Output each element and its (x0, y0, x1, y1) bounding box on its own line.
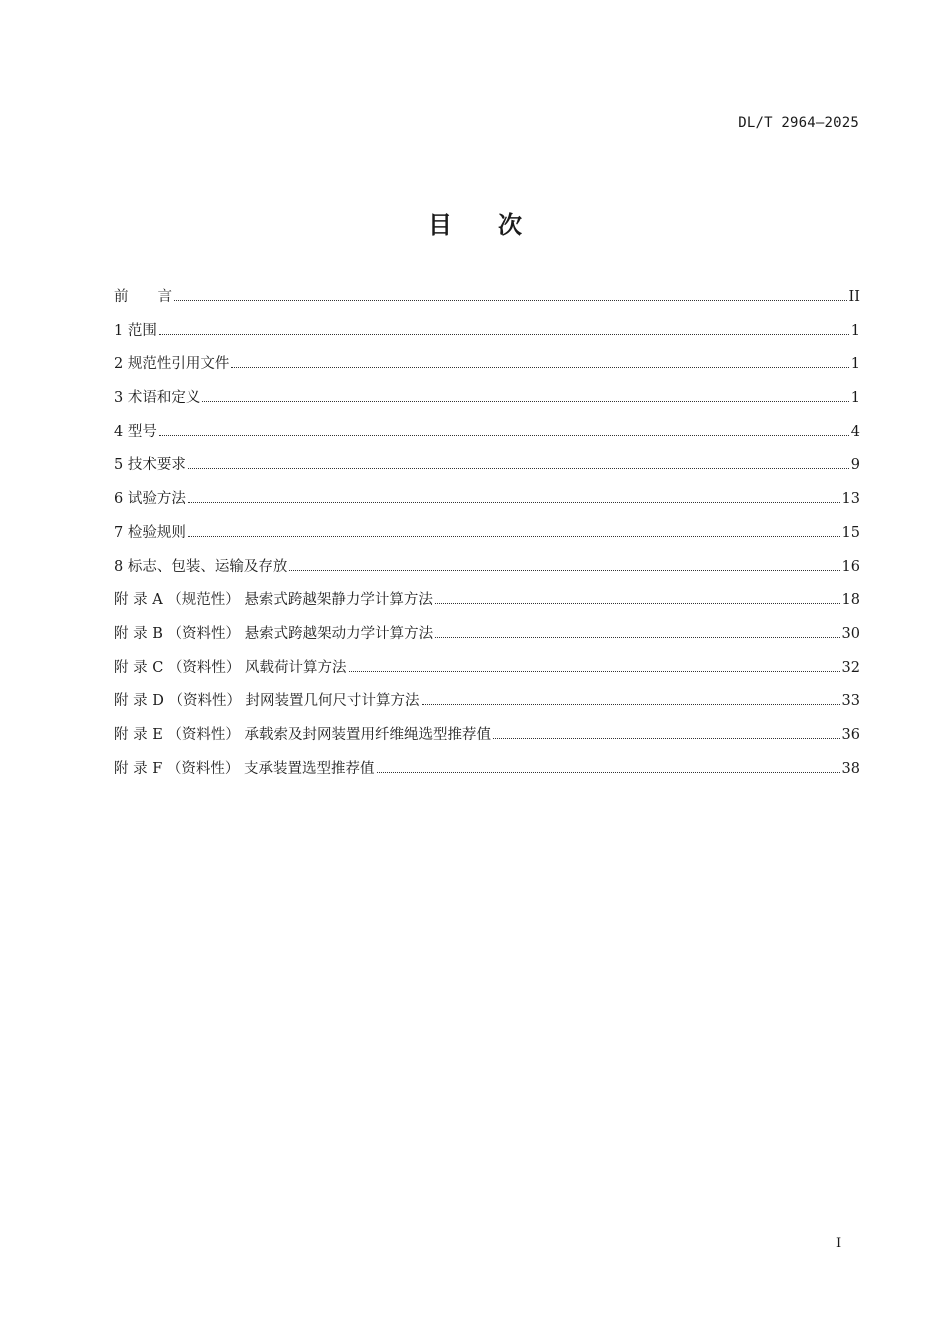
toc-entry-foreword[interactable] (114, 284, 860, 318)
toc-leader-dots (188, 502, 840, 503)
toc-entry-page: II (848, 289, 860, 305)
toc-entry-3[interactable] (114, 385, 860, 419)
toc-leader-dots (493, 738, 840, 739)
toc-entry-appendix-e[interactable] (114, 722, 860, 756)
toc-leader-dots (377, 772, 840, 773)
toc-entry-page: 33 (841, 693, 860, 710)
toc-entry-appendix-f[interactable] (114, 756, 860, 790)
toc-entry-label: 1 范围 (114, 322, 157, 339)
toc-entry-page: 18 (841, 592, 860, 609)
toc-entry-4[interactable] (114, 419, 860, 453)
toc-entry-appendix-d[interactable] (114, 688, 860, 722)
toc-entry-page: 1 (850, 356, 860, 373)
toc-leader-dots (159, 435, 849, 436)
toc-leader-dots (349, 671, 840, 672)
toc-entry-page: 36 (841, 726, 860, 743)
toc-entry-label: 附 录 A （规范性） 悬索式跨越架静力学计算方法 (114, 592, 433, 609)
toc-entry-8[interactable] (114, 554, 860, 588)
toc-leader-dots (231, 367, 848, 368)
toc-leader-dots (435, 603, 840, 604)
toc-entry-appendix-a[interactable] (114, 587, 860, 621)
toc-entry-label: 附 录 B （资料性） 悬索式跨越架动力学计算方法 (114, 625, 434, 642)
toc-leader-dots (188, 536, 840, 537)
title-char-1: 目 (428, 211, 452, 239)
toc-entry-page: 15 (841, 524, 860, 541)
toc-entry-6[interactable] (114, 486, 860, 520)
toc-entry-label: 6 试验方法 (114, 491, 186, 508)
title-char-2: 次 (498, 211, 522, 239)
toc-entry-1[interactable] (114, 318, 860, 352)
toc-entry-7[interactable] (114, 520, 860, 554)
toc-entry-label: 附 录 E （资料性） 承载索及封网装置用纤维绳选型推荐值 (114, 726, 492, 743)
toc-leader-dots (188, 468, 849, 469)
toc-leader-dots (202, 401, 848, 402)
toc-entry-label: 8 标志、包装、运输及存放 (114, 558, 288, 575)
toc-entry-page: 13 (841, 491, 860, 508)
toc-entry-label: 2 规范性引用文件 (114, 356, 230, 373)
toc-entry-appendix-c[interactable] (114, 655, 860, 689)
toc-entry-label: 附 录 C （资料性） 风载荷计算方法 (114, 659, 347, 676)
toc-entry-page: 38 (841, 760, 860, 777)
page-number: I (836, 1236, 842, 1251)
toc-entry-page: 30 (841, 625, 860, 642)
toc-leader-dots (435, 637, 839, 638)
toc-entry-page: 1 (850, 322, 860, 339)
toc-leader-dots (159, 334, 849, 335)
toc-leader-dots (174, 300, 847, 301)
toc-entry-appendix-b[interactable] (114, 621, 860, 655)
toc-entry-page: 16 (841, 558, 860, 575)
toc-entry-label: 附 录 F （资料性） 支承装置选型推荐值 (114, 760, 375, 777)
toc-entry-page: 32 (841, 659, 860, 676)
toc-entry-label: 前 言 (114, 289, 172, 305)
standard-code: DL/T 2964—2025 (738, 115, 859, 131)
toc-entry-page: 4 (850, 423, 860, 440)
toc-entry-2[interactable] (114, 351, 860, 385)
toc-leader-dots (289, 570, 839, 571)
toc-entry-label: 附 录 D （资料性） 封网装置几何尺寸计算方法 (114, 693, 420, 710)
toc-entry-label: 7 检验规则 (114, 524, 186, 541)
toc-list (114, 284, 860, 789)
toc-entry-page: 9 (850, 457, 860, 474)
toc-entry-label: 4 型号 (114, 423, 157, 440)
toc-leader-dots (422, 704, 840, 705)
toc-entry-5[interactable] (114, 452, 860, 486)
toc-entry-label: 5 技术要求 (114, 457, 186, 474)
page-title (0, 205, 950, 240)
toc-entry-page: 1 (850, 390, 860, 407)
toc-entry-label: 3 术语和定义 (114, 390, 201, 407)
